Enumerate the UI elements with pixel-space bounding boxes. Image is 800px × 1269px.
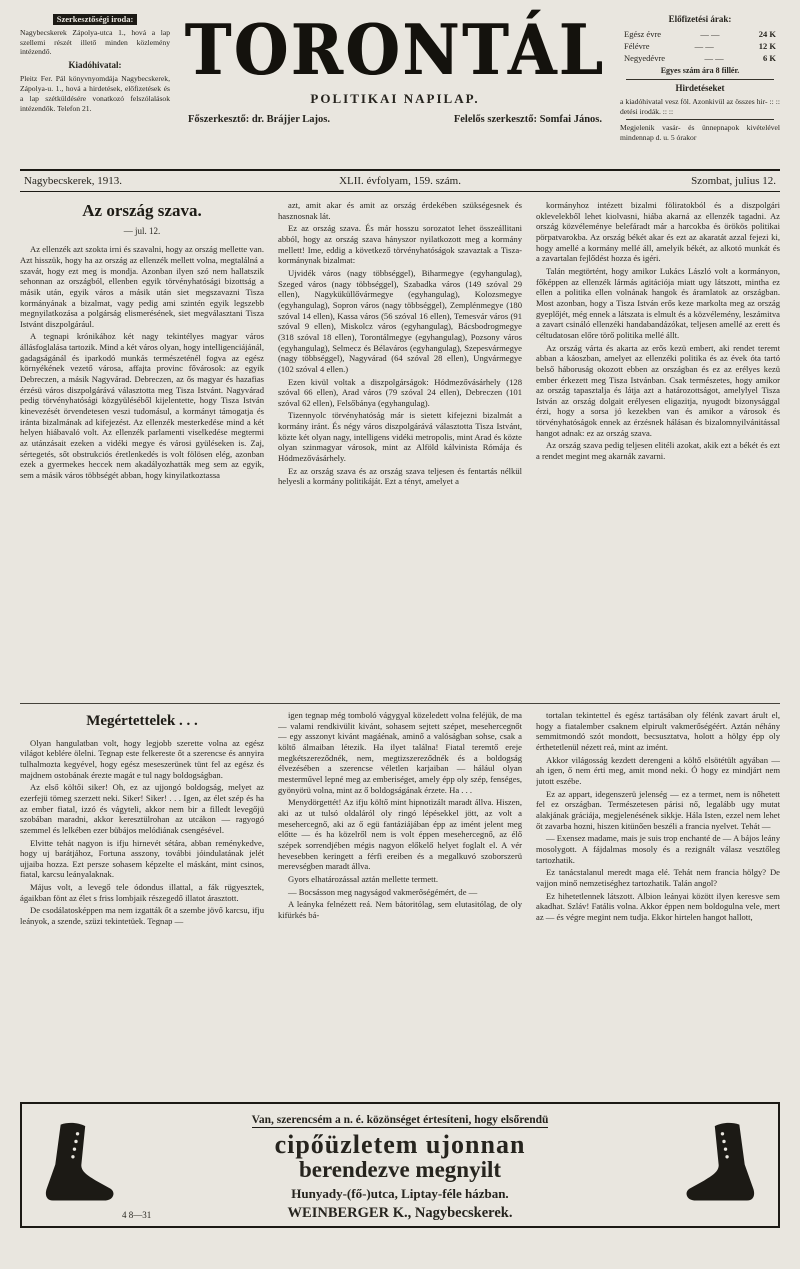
paragraph: — Exensez madame, mais je suis trop enchanté de — A bájos leány mosolygott. A fájdalmas mosoly és a rezignált válasz vesztőleg tartozhatik.: [536, 833, 780, 865]
feuilleton-section: [20, 703, 780, 1092]
paragraph: Ez tanácstalanul meredt maga elé. Tehát nem francia hölgy? De vajjon minő nemzetiséghez tartozhatik. Talán angol?: [536, 867, 780, 888]
paragraph: Május volt, a levegő tele ódondus illattal, a fák rügyesztek, ágaikban fönt az élet s friss lombjaik részegedő illatot árasztott.: [20, 882, 264, 903]
feuilleton-headline: Megértettelek . . .: [86, 713, 198, 729]
column-3: [536, 710, 780, 1092]
leader-dashes: — —: [694, 41, 714, 51]
subscription-row: [620, 28, 780, 40]
paragraph: Elvitte tehát nagyon is ifju hirnevét sétára, abban reménykedve, hogy uj barátjához, Fortuna asszony, további jóindulatának jelét ujjaiba hozza. Ezt persze sohasem képzelte el máskánt, mint csinos, fiatal, karcsu leányalaknak.: [20, 837, 264, 880]
paragraph: Talán megtörtént, hogy amikor Lukács László volt a kormányon, főképpen az ellenzék lármás agitációja miatt ugy látszott, mintha ez ellen a politika ellen volnának hangok és áramlatok az országban. Most azonban, hogy a Tisza István erős keze markolta meg az ország gyeplőjét, még ennek a látszata is elmult és a közvélemény, leszámitva a zavart csináló ellenzéki handabandázókat, teljesen amellé az erett és céltudatosan előre törő politika mellé állt.: [536, 265, 780, 340]
subscription-price: 12 K: [758, 41, 776, 51]
paragraph: Ujvidék város (nagy többséggel), Biharmegye (egyhangulag), Szeged város (nagy többséggel), Szabadka város (149 szóval 29 ellen), Nagyküküllővármegye (egyhangulag), Kolozsmegye (egyhangulag), Sopron város (nagy többséggel), Zemplénmegye (180 szóval 14 ellen), Kassa város (56 szóval 16 ellen), Temesvár város (91 szóval 9 ellen), Miskolcz város (egyhangulag), Bácsbodrogmegye (318 szóval 18 ellen), Torontálmegye (egyhangulag), Pozsony város (egyhangulag), Selmecz és Bélaváros (egyhangulag), Szepesvármegye (nagy többséggel), Nagyvárad (64 szóval 28 ellen), Ungvármegye (102 szóval 4 ellen.): [278, 267, 522, 374]
paragraph: Az ország várta és akarta az erős kezü embert, aki rendet teremt abban a káoszban, amelyet az ellenzéki politika és az évek óta tartó belső háboruság okozott ebben az országban és ez az erélyes kezü ember érkezett meg Tisza Istvánban. Csak természetes, hogy amikor az ország tapasztalja és látja azt a határozottságot, amelylyel Tisza István az ország dolgait erélyesen eligazitja, nyugodt bizonysággal érzi, hogy a sorsa jó kezekben van és amikor a városok és törvényhatóságok ennek az érzésnek hálásan és bizalomnyilvánitással hangot adnak: ez az ország szava.: [536, 342, 780, 438]
article-headline: Az ország szava.: [82, 201, 202, 220]
paragraph: tortalan tekintettel és egész tartásában oly félénk zavart árult el, hogy a fiatalember csaknem elpirult vakmerőségéért. Aztán néhány semmitmondó szót mondott, becsusztatva, holott a hölgy épp oly érthetetlenül nézett reá, mint az imént.: [536, 710, 780, 752]
publisher-info: Pleitz Fer. Pál könyvnyomdája Nagybecskerek, Zápolya-u. 1., hová a hirdetések, előfizetések és a lap szétküldésére vonatkozó felszólalások intézendők. Telefon 21.: [20, 73, 170, 113]
paragraph: Ez hihetetlennek látszott. Albion leányai között ilyen keresve sem akadhat. Szláv! Fatális volna. Akkor éppen nem boldogulna vele, mert az — és végre megint nem tudja. Ekkor hirtelen hangot hallott,: [536, 890, 780, 922]
office-address: Nagybecskerek Zápolya-utca 1., hová a lap szellemi részét illető minden közlemény intézendő.: [20, 27, 170, 57]
column-2: [278, 710, 522, 1092]
paragraph: azt, amit akar és amit az ország érdekében szükségesnek és hasznosnak lát.: [278, 200, 522, 221]
paragraph: Menydörgettét! Az ifju költő mint hipnotizált maradt állva. Hiszen, aki az ut tulsó oldaláról oly ringó lépésekkel jött, az volt a mesehercegnő, aki az ő egü fantáziájában épp az imént jelent meg előtte — és ha közelről nem is volt éppen mesehercegnő, az élő szépek sorrendjében mégis nagyon előkelő helyet foglalt el. A vér hevesebben keringett a férfi ereiben és a megalkuvó szoborszerü merevségben maradt állva.: [278, 797, 522, 872]
subscription-box: [620, 12, 780, 164]
article-text: [278, 710, 522, 920]
article-text: [278, 200, 522, 487]
page-body: [20, 192, 780, 1092]
column-1: [20, 200, 264, 698]
ad-advertiser-name: WEINBERGER K., Nagybecskerek.: [287, 1205, 513, 1221]
boot-icon: [30, 1116, 122, 1216]
paragraph: Olyan hangulatban volt, hogy legjobb szerette volna az egész világot keblére ölelni. Tegnap este felkereste őt a szerencse és annyira tulhalmozta kegyével, hogy egész meseszerünek tünt fel az egész és majdnem ostobának érezte magát e tul nagy boldogságban.: [20, 737, 264, 780]
subscription-row: [620, 52, 780, 64]
leader-dashes: — —: [700, 28, 720, 39]
leader-dashes: — —: [704, 53, 724, 64]
chief-editor: Főszerkesztő: dr. Brájjer Lajos.: [188, 113, 331, 125]
paragraph: Az ország szava pedig teljesen elitéli azokat, akik ezt a békét és ezt a rendet megint meg akarnák zavarni.: [536, 440, 780, 462]
shoe-shop-advertisement: [20, 1102, 780, 1228]
paragraph: A leányka felnézett reá. Nem bátoritólag, sem elutasitólag, de oly kifürkés bá-: [278, 899, 522, 920]
subscription-price: 24 K: [758, 28, 776, 39]
ads-info: a kiadóhivatal vesz föl. Azonkivül az összes hir- :: :: detési irodák. :: ::: [620, 96, 780, 116]
ads-title: Hirdetéseket: [675, 83, 725, 94]
paragraph: Ez az ország szava és az ország szava teljesen és fentartás nélkül helyesli a kormány politikáját. Ezt a tényt, amelyet a: [278, 465, 522, 487]
paragraph: De csodálatosképpen ma nem izgatták őt a szembe jövő karcsu, ifju leányok, a szende, szüzi tekintetüek. Tegnap —: [20, 905, 264, 927]
masthead-header: [20, 9, 780, 164]
paragraph: Az első költői siker! Oh, ez az ujjongó boldogság, melyet az ezerfejü tömeg szerzett neki. Siker! Siker! . . . Igen, az élet szép és ha az ember fiatal, izzó és vágyteli, akkor nem bir a filledt levegőjü szobában maradni, akkor keresztülrohan az utcákon — ragyogó szemmel és lelkében ezer bübájos melódiának csengésével.: [20, 782, 264, 835]
boot-icon: [678, 1116, 770, 1216]
column-3: [536, 200, 780, 698]
dateline-place: Nagybecskerek, 1913.: [24, 175, 123, 187]
subscription-label: Félévre: [624, 41, 650, 51]
paragraph: Akkor világosság kezdett derengeni a költő elsötétült agyában — ah igen, ő nem érti meg, amit mond neki. Ó hogy ez mindjárt nem jutott eszébe.: [536, 754, 780, 786]
ad-intro-line: Van, szerencsém a n. é. közönséget értesíteni, hogy elsőrendü: [251, 1114, 549, 1126]
office-box-title-text: Szerkesztőségi iroda:: [53, 14, 138, 25]
article-text: [20, 738, 264, 927]
column-2: [278, 200, 522, 698]
paragraph: Ez az ország szava. És már hosszu sorozatot lehet összeállitani abból, hogy az ország szava hányszor nyilatkozott meg a kormány mellett! Ime, eddig a következő törvényhatóságok szavaztak a Tisza-kormánynak bizalmat:: [278, 223, 522, 266]
single-copy-price: Egyes szám ára 8 fillér.: [660, 65, 740, 75]
paragraph: kormányhoz intézett bizalmi föliratokból és a diszpolgári oklevelekből lehet kiolvasni, hiába akarná az ellenzék tagadni. Az ország közvéleménye belefáradt már a harcokba és örökös politikai pörpatvarokba. Az ország békét akar és ezt az akaratát azzal fejezi ki, hogy amellé a kormány mellé áll, amelyik békét, az alkotó munkát és a zavartalan fejlődést hozza és igéri.: [536, 200, 780, 264]
article-text: [536, 710, 780, 922]
paragraph: Az ellenzék azt szokta irni és szavalni, hogy az ország mellette van. Azt hisszük, hogy ha az ország az ellenzék mellett volna, megtalálná a szavát, hogy ezt meg is mondja. Azonban ilyen szó nem hallatszik sehonnan az országból, ellenben egyik törvényhatósági bizottság a másik után, egyik város a másik után siet megszavazni Tisza kormányának a bizalmat, vagy pedig ami szintén egyik legszebb megnyilatkozása a polgárság elismerésének, siet megválasztani Tisza Istvánt diszpolgárául.: [20, 244, 264, 329]
ad-address: Hunyady-(fő-)utca, Liptay-féle házban.: [291, 1186, 509, 1202]
subscription-label: Egész évre: [624, 28, 662, 39]
editors-row: [180, 114, 610, 125]
office-box: [20, 12, 170, 164]
paragraph: A tegnapi krónikához két nagy tekintélyes magyar város állásfoglalása tartozik. Mind a két város olyan, hogy intelligenciájánál, gadagságánál és iparkodó munkás természeténél fogva az egész környékének vezető városa, affajta provinc fővárosok: az egyik Debreczen, a másik Nagyvárad. Debreczen, az ős magyar és hazafias érzésü város diszpolgárává választotta meg Tisza Istvánt. Nagyvárad pedig törvényhatósági közgyüléséből kijelentette, hogy Tisza István kinevezését örvendetesen veszi tudomásul, a kormányt támogatja és iránta bizalmának ad kifejezést. Az ellenzék mesterkedése mind a két helyen hiábavaló volt. Az ellenzék parlamenti viselkedése megtermi az utánzásait ezeken a vidéki megye és városi gyüléseken is. Zaj, sértegetés, sőt obstrukciós éretlenkedés is volt fölösen elég, azonban ezek a gyermekes heccek nem akadályozhatták meg sem az egyik, sem a másik város többségét abban, hogy kinyilatkoztassa: [20, 331, 264, 481]
dateline-date: Szombat, julius 12.: [691, 175, 777, 187]
publication-schedule: Megjelenik vasár- és ünnepnapok kivételével mindennap d. u. 5 órakor: [620, 123, 780, 143]
paragraph: Gyors elhatározással aztán mellette termett.: [288, 873, 439, 884]
article-text: [536, 200, 780, 462]
office-box-title: [20, 14, 170, 26]
subscription-row: [620, 40, 780, 52]
divider: [626, 79, 774, 80]
subscription-title: Előfizetési árak:: [668, 14, 732, 24]
ad-headline-1: cipőüzletem ujonnan: [274, 1130, 526, 1159]
article-text: [20, 244, 264, 480]
subscription-price: 6 K: [763, 53, 776, 64]
subscription-label: Negyedévre: [624, 53, 666, 64]
paragraph: Tizennyolc törvényhatóság már is sietett kifejezni bizalmát a kormány iránt. És négy város diszpolgárává választotta Tisza Istvánt, közte két olyan nagy, intelligens vidéki metropolis, mint Arad és közte olyan szinmagyar városok, mint az Alföld kálvinista Rómája és Hódmezővásárhely.: [278, 410, 522, 464]
masthead-subtitle: POLITIKAI NAPILAP.: [310, 90, 480, 106]
divider: [626, 119, 774, 120]
paragraph: Ezen kivül voltak a diszpolgárságok: Hódmezővásárhely (128 szóval 66 ellen), Arad város (79 szóval 24 ellen), Debreczen (101 szóval 62 ellen), Felsőbánya (egyhangulag).: [278, 376, 522, 408]
article-date: — jul. 12.: [123, 226, 161, 237]
publisher-title: Kiadóhivatal:: [68, 60, 122, 71]
dateline-bar: [20, 169, 780, 192]
paragraph: Ez az appart, idegenszerü jelenség — ez a termet, nem is nőhetett fel ez országban. Természetesen párisi nő, legalább ugy mutat alakjának gráciája, megjelenésének sikkje. Hála Isten, ezzel nem lehet őt zavarba hozni, hiszen kitünően beszéli a francia nyelvet. Tehát —: [536, 788, 780, 831]
paragraph: igen tegnap még tomboló vágygyal közeledett volna feléjük, de ma — valami rendkivülit kivánt, sohasem sejtett szépet, mesehercegnőt — egy asszonyt kivánt magáénak, aminő a valóságban sohse, csak a költő álmaiban létezik. Ha ilyet találna! Fiatal teremtő ereje megkétszereződnék, nem, megtizszereződnék és a boldogság élvezésében a szerencse véletlen karjaiban — hálául olyan mesterművel lepné meg az emberiséget, amely épp oly szép, fenséges, gyönyörü volna, mint az ő boldogságának érzete. Ha . . .: [278, 710, 522, 795]
paragraph: — Bocsásson meg nagyságod vakmerőségémért, de —: [288, 886, 478, 897]
responsible-editor: Felelős szerkesztő: Somfai János.: [453, 113, 602, 125]
masthead-title: TORONTÁL: [184, 9, 606, 91]
ad-reference-code: 4 8—31: [122, 1210, 152, 1220]
masthead-center: [180, 9, 610, 164]
ad-headline-2: berendezve megnyilt: [298, 1157, 502, 1183]
dateline-issue: XLII. évfolyam, 159. szám.: [339, 175, 461, 187]
column-1: [20, 710, 264, 1092]
lead-article-section: [20, 192, 780, 698]
